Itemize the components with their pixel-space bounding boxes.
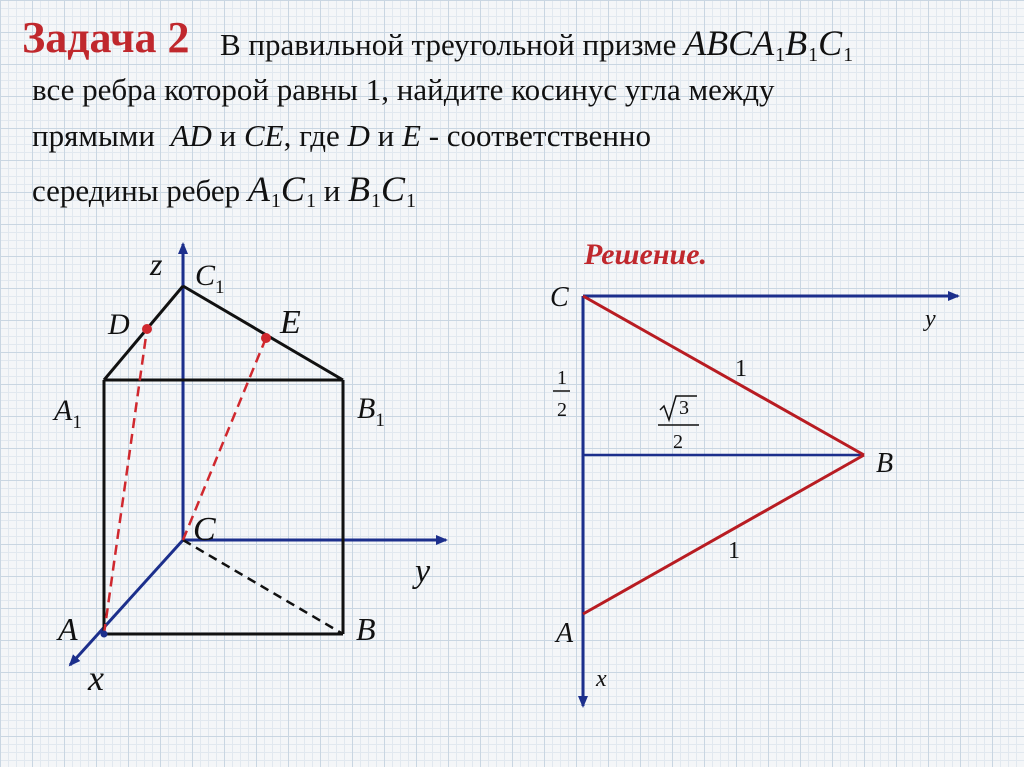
edge-a1c1: $A_1C_1$ bbox=[247, 169, 316, 212]
label-e: E bbox=[280, 304, 301, 341]
base-label-x: x bbox=[596, 666, 607, 692]
base-label-edge-top: 1 bbox=[735, 356, 747, 382]
problem-title: Задача 2 bbox=[22, 13, 190, 62]
prism-diagram bbox=[52, 244, 446, 698]
label-b1: $B_1$ bbox=[357, 392, 385, 431]
base-edge-b-a bbox=[583, 455, 864, 614]
label-d: D bbox=[108, 308, 130, 341]
problem-line-3: прямыми AD и CE, где D и E - соответственно bbox=[32, 118, 652, 153]
label-c: C bbox=[193, 511, 216, 548]
point-a bbox=[101, 631, 108, 638]
label-a: A bbox=[58, 611, 78, 647]
base-label-b: B bbox=[876, 448, 894, 479]
solution-title: Решение. bbox=[584, 238, 708, 271]
base-label-a: A bbox=[556, 618, 574, 649]
edge-c1-b1 bbox=[183, 286, 343, 380]
label-y: y bbox=[415, 553, 431, 590]
base-label-edge-bottom: 1 bbox=[728, 538, 740, 564]
label-b: B bbox=[356, 611, 376, 647]
base-edge-c-b bbox=[583, 296, 864, 455]
base-sqrt-den: 2 bbox=[673, 431, 683, 453]
base-label-y: y bbox=[925, 306, 936, 332]
label-z: z bbox=[150, 246, 163, 282]
point-d bbox=[142, 324, 152, 334]
base-sqrt-num: 3 bbox=[679, 397, 689, 419]
problem-line-4: середины ребер $A_1C_1$ и $B_1C_1$ bbox=[32, 169, 417, 212]
base-label-c: C bbox=[550, 282, 569, 313]
label-c1: $C_1$ bbox=[195, 259, 225, 298]
axis-x bbox=[70, 540, 183, 665]
problem-line-2: все ребра которой равны 1, найдите косинус угла между bbox=[32, 72, 775, 107]
line-ce: CE bbox=[243, 118, 284, 153]
line-c-e bbox=[183, 338, 266, 540]
base-half-num: 1 bbox=[557, 367, 567, 389]
label-x: x bbox=[88, 658, 104, 698]
point-e bbox=[261, 333, 271, 343]
line-ad: AD bbox=[170, 118, 212, 153]
prism-name: $ABCA_1B_1C_1$ bbox=[684, 23, 854, 66]
edge-b1c1: $B_1C_1$ bbox=[348, 169, 417, 212]
base-diagram bbox=[550, 282, 958, 706]
problem-text-1: В правильной треугольной призме bbox=[220, 27, 677, 62]
edge-c-b-dashed bbox=[183, 540, 343, 634]
base-half-den: 2 bbox=[557, 399, 567, 421]
label-a1: $A_1$ bbox=[54, 394, 82, 433]
